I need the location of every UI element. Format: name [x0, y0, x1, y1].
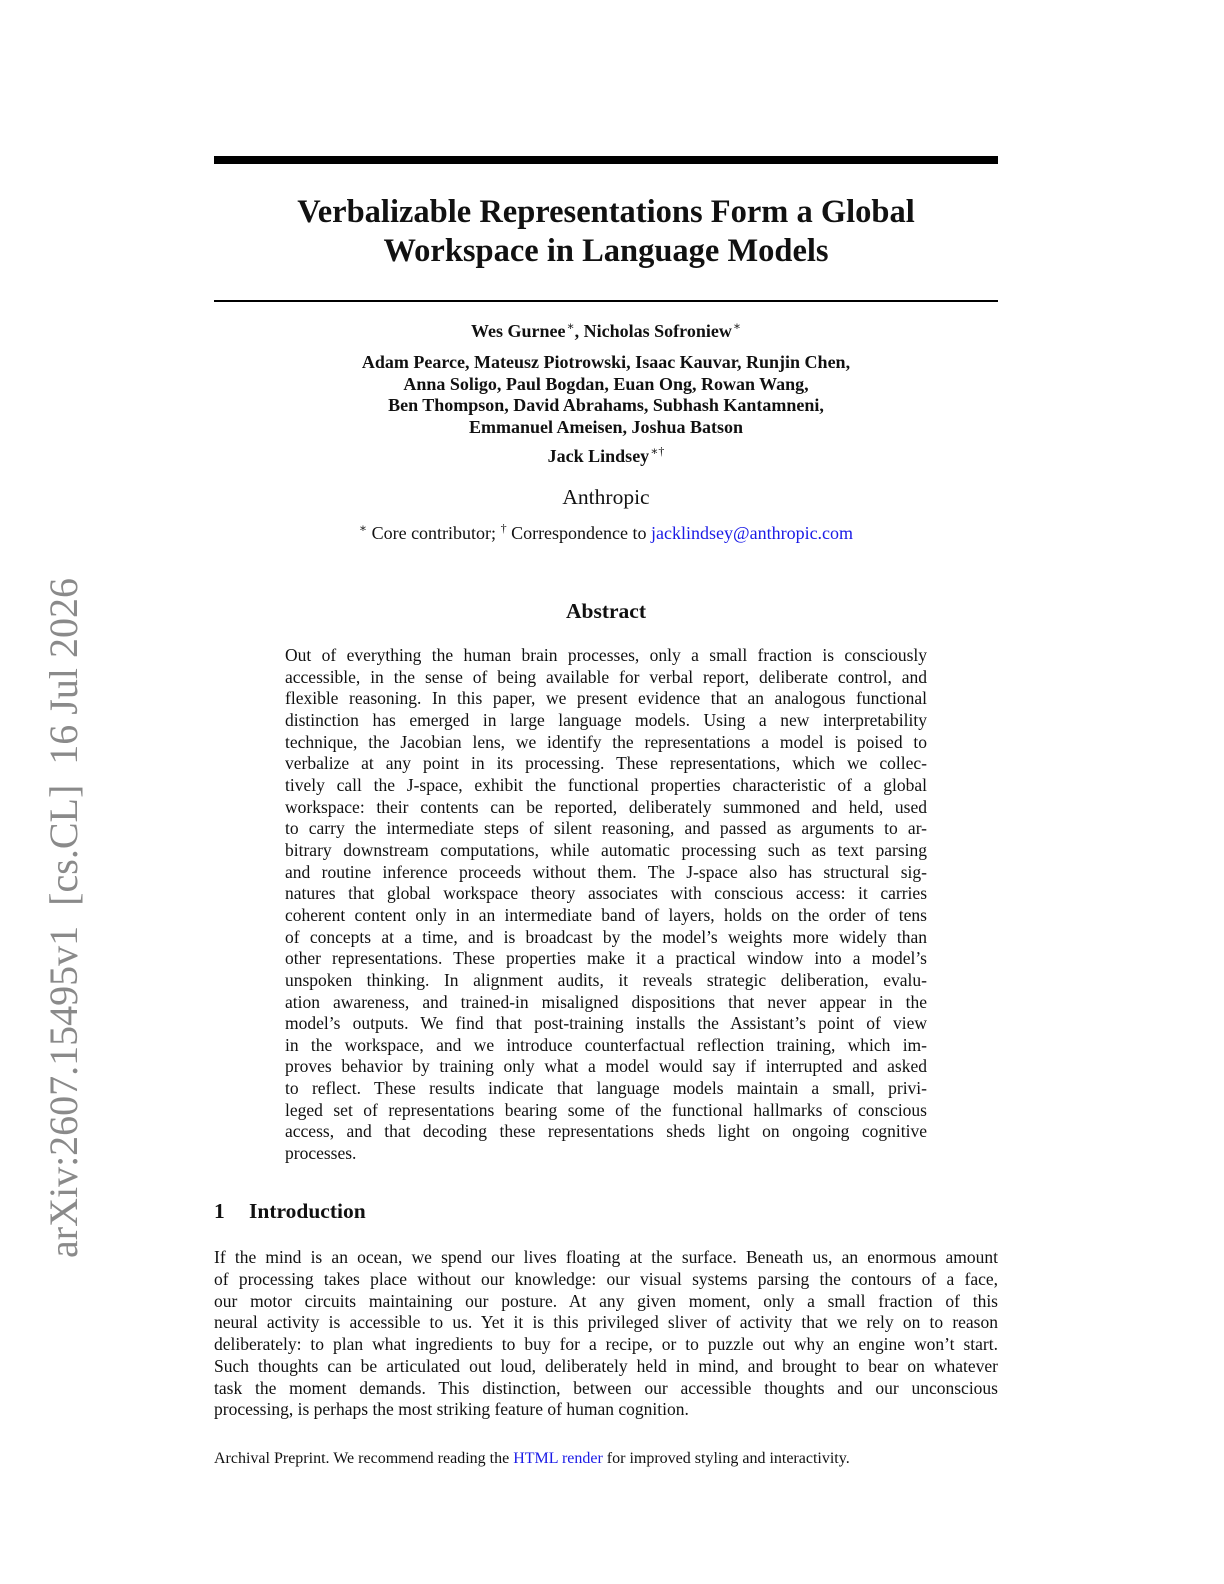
intro-line: of processing takes place without our knowledge: our visual systems parsing the contours of a face,: [214, 1268, 998, 1289]
abstract-line: access, and that decoding these representations sheds light on ongoing cognitive: [285, 1121, 927, 1142]
contribution-note: [214, 522, 998, 544]
author-mark: ∗†: [650, 444, 665, 458]
abstract-line: workspace: their contents can be reported, deliberately summoned and held, used: [285, 796, 927, 817]
abstract-line: model’s outputs. We find that post-training installs the Assistant’s point of view: [285, 1013, 927, 1034]
last-author-line: [214, 446, 998, 468]
abstract-line: in the workspace, and we introduce counterfactual reflection training, which im-: [285, 1034, 927, 1055]
abstract-line: processes.: [285, 1143, 357, 1164]
abstract-line: verbalize at any point in its processing. These representations, which we collec-: [285, 753, 927, 774]
abstract-line: distinction has emerged in large language models. Using a new interpretability: [285, 709, 927, 730]
abstract-line: ation awareness, and trained-in misaligned dispositions that never appear in the: [285, 991, 927, 1012]
author-name: Nicholas Sofroniew: [583, 321, 732, 341]
intro-line: our motor circuits maintaining our posture. At any given moment, only a small fraction of this: [214, 1290, 998, 1311]
abstract-body: [285, 645, 927, 1165]
author-mark: ∗: [566, 319, 575, 333]
author-line: Ben Thompson, David Abrahams, Subhash Kantamneni,: [388, 395, 824, 415]
abstract-line: accessible, in the sense of being available for verbal report, deliberate control, and: [285, 666, 927, 687]
paper-title: [214, 193, 998, 271]
intro-line: processing, is perhaps the most striking feature of human cognition.: [214, 1399, 689, 1420]
affiliation: Anthropic: [562, 485, 650, 509]
core-label: Core contributor;: [367, 523, 501, 543]
author-mark: ∗: [732, 319, 741, 333]
abstract-heading: Abstract: [565, 599, 646, 623]
abstract-line: Out of everything the human brain processes, only a small fraction is consciously: [285, 645, 927, 665]
abstract-line: natures that global workspace theory associates with conscious access: it carries: [285, 883, 927, 904]
author-line: Anna Soligo, Paul Bogdan, Euan Ong, Rowan Wang,: [403, 373, 809, 394]
other-authors: [214, 352, 998, 438]
section-title: Introduction: [249, 1199, 366, 1223]
abstract-line: to reflect. These results indicate that language models maintain a small, privi-: [285, 1078, 927, 1099]
corr-mark: †: [500, 521, 507, 535]
footer-note: [214, 1449, 850, 1469]
abstract-line: coherent content only in an intermediate band of layers, holds on the order of tens: [285, 904, 927, 925]
core-authors-line: Wes Gurnee∗, Nicholas Sofroniew∗: [471, 319, 741, 341]
html-render-link[interactable]: HTML render: [513, 1450, 603, 1467]
abstract-line: flexible reasoning. In this paper, we present evidence that an analogous functional: [285, 688, 927, 709]
arxiv-sidebar-stamp: arXiv:2607.15495v1 [cs.CL] 16 Jul 2026: [41, 578, 86, 1258]
corr-label: Correspondence to: [506, 523, 652, 543]
abstract-line: tively call the J-space, exhibit the functional properties characteristic of a global: [285, 774, 927, 795]
intro-line: If the mind is an ocean, we spend our lives floating at the surface. Beneath us, an enormous amount: [214, 1247, 998, 1267]
abstract-line: other representations. These properties make it a practical window into a model’s: [285, 948, 927, 969]
section-heading-introduction: [214, 1198, 366, 1224]
abstract-line: to carry the intermediate steps of silent reasoning, and passed as arguments to ar-: [285, 818, 927, 839]
author-line: Emmanuel Ameisen, Joshua Batson: [468, 416, 744, 437]
abstract-line: and routine inference proceeds without them. The J-space also has structural sig-: [285, 861, 927, 882]
abstract-line: technique, the Jacobian lens, we identify the representations a model is poised to: [285, 731, 927, 752]
abstract-line: leged set of representations bearing some of the functional hallmarks of conscious: [285, 1099, 927, 1120]
last-author: [214, 446, 998, 468]
author-name: Wes Gurnee: [471, 321, 566, 341]
intro-line: task the moment demands. This distinction, between our accessible thoughts and our unconscious: [214, 1377, 998, 1398]
abstract-line: unspoken thinking. In alignment audits, it reveals strategic deliberation, evalu-: [285, 969, 927, 990]
abstract-line: of concepts at a time, and is broadcast by the model’s weights more widely than: [285, 926, 927, 947]
abstract-line: proves behavior by training only what a model would say if interrupted and asked: [285, 1056, 927, 1077]
author-line: Adam Pearce, Mateusz Piotrowski, Isaac Kauvar, Runjin Chen,: [361, 352, 851, 372]
title-line: Verbalizable Representations Form a Global: [297, 194, 915, 230]
footer-prefix: Archival Preprint. We recommend reading the: [214, 1450, 514, 1467]
abstract-line: bitrary downstream computations, while automatic processing such as text parsing: [285, 839, 927, 860]
introduction-body: [214, 1247, 998, 1421]
title-top-rule: [214, 156, 998, 164]
intro-line: Such thoughts can be articulated out loud, deliberately held in mind, and brought to bear on whatever: [214, 1355, 998, 1376]
core-mark: ∗: [358, 521, 368, 535]
footer-suffix: for improved styling and interactivity.: [602, 1450, 850, 1467]
title-bottom-rule: [214, 300, 998, 302]
email-link[interactable]: jacklindsey@anthropic.com: [651, 523, 854, 543]
intro-line: neural activity is accessible to us. Yet it is this privileged sliver of activity that we rely on to reason: [214, 1312, 998, 1333]
author-name: Jack Lindsey: [547, 446, 650, 466]
title-line: Workspace in Language Models: [383, 233, 829, 269]
section-number: 1: [214, 1199, 225, 1223]
core-authors: [214, 321, 998, 343]
intro-line: deliberately: to plan what ingredients to buy for a recipe, or to puzzle out why an engine won’t start.: [214, 1334, 998, 1354]
